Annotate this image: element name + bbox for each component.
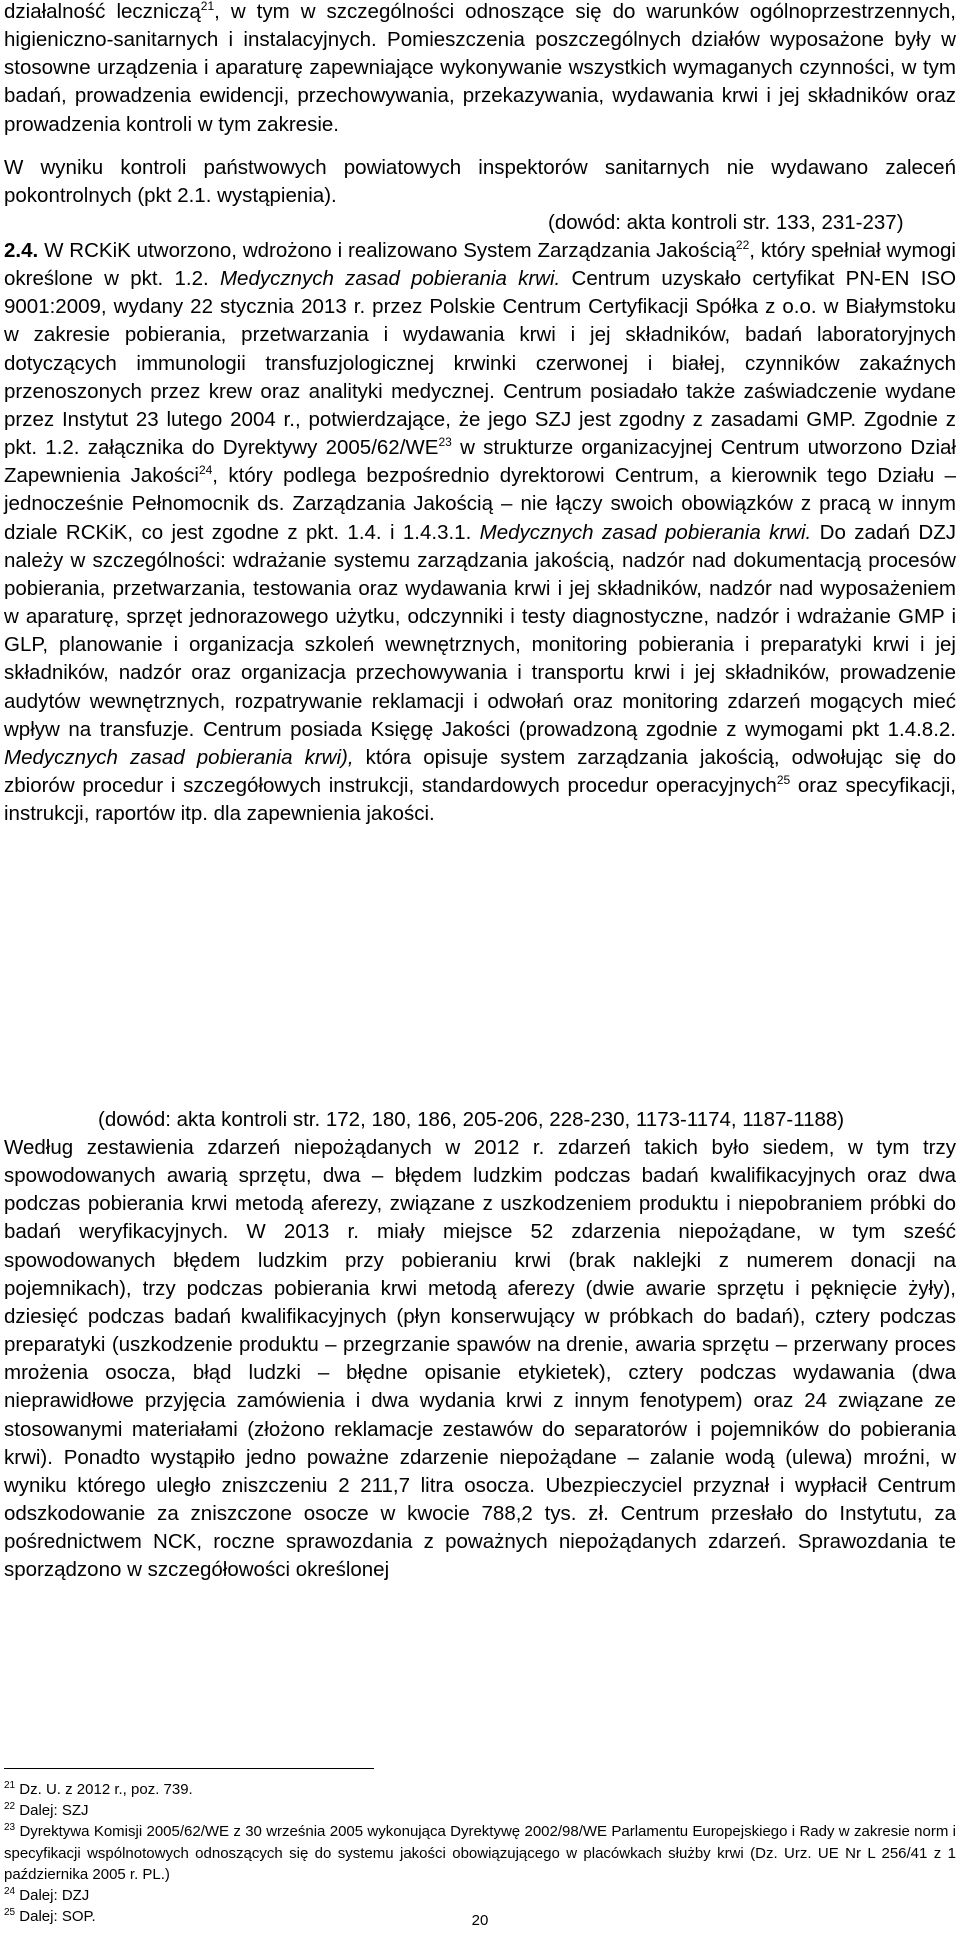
footnote-ref-22[interactable]: 22 xyxy=(735,238,750,252)
quality-italic-1: Medycznych zasad pobierania krwi. xyxy=(219,267,561,291)
footnote-text: Dalej: SZJ xyxy=(19,1802,89,1820)
footnote-ref-25[interactable]: 25 xyxy=(776,772,791,787)
quality-text-g: która opisuje system zarządzania jakością, odwołując się do zbiorów procedur i szczegółowych instrukcji, standardowych procedur operacyjnych xyxy=(4,745,956,797)
paragraph-facilities-text: działalność leczniczą$^{21}$, w tym w szczególności odnoszące się do warunków ogólnoprzestrzennych, higieniczno-sanitarnych i instalacyjnych. Pomieszczenia poszczególnych działów wyposażone były w stosowne urządzenia i aparaturę zapewniające wykonywanie wszystkich wymaganych czynności, w tym badań, prowadzenia ewidencji, przechowywania, przekazywania, wydawania krwi i jej składników oraz prowadzenia kontroli w tym zakresie. xyxy=(4,0,956,136)
section-number: 2.4. xyxy=(4,239,39,262)
footnote-number: 22 xyxy=(4,1801,16,1813)
footnote-ref-23[interactable]: 23 xyxy=(438,435,452,450)
paragraph-adverse-events xyxy=(4,1134,956,1585)
paragraph-adverse-events-text: Według zestawienia zdarzeń niepożądanych w 2012 r. zdarzeń takich było siedem, w tym trzy spowodowanych awarią sprzętu, dwa – błędem ludzkim podczas badań kwalifikacyjnych oraz dwa podczas pobierania krwi metodą aferezy, związane z uszkodzeniem produktu i niepobraniem próbki do badań weryfikacyjnych. W 2013 r. miały miejsce 52 zdarzenia niepożądane, w tym sześć spowodowanych błędem ludzkim przy pobieraniu krwi (brak naklejki z numerem donacji na pojemnikach), trzy podczas pobierania krwi metodą aferezy (dwie awarie sprzętu i pęknięcie żyły), dziesięć podczas badań kwalifikacyjnych (płyn konserwujący w próbkach do badań), cztery podczas preparatyki (uszkodzenie produktu – przegrzanie spawów na drenie, awaria sprzętu – przerwany proces mrożenia osocza, błąd ludzki – błędne opisanie etykietek), cztery podczas wydawania (dwa nieprawidłowe przyjęcia zamówienia i dwa wydania krwi z innym fenotypem) oraz 24 związane ze stosowanymi materiałami (złożono reklamacje zestawów do separatorów i pojemników do pobierania krwi). Ponadto wystąpiło jedno poważne zdarzenie niepożądane – zalanie wodą (ulewa) mroźni, w wyniku którego uległo zniszczeniu 2 211,7 litra osocza. Ubezpieczyciel przyznał i wypłacił Centrum odszkodowanie za zniszczone osocze w kwocie 788,2 tys. zł. Centrum przesłało do Instytutu, za pośrednictwem NCK, roczne sprawozdania z poważnych niepożądanych zdarzeń. Sprawozdania te sporządzono w szczegółowości określonej xyxy=(4,1136,956,1582)
quality-italic-2: Medycznych zasad pobierania krwi. xyxy=(479,520,812,544)
footnote xyxy=(4,1800,956,1821)
quality-italic-3: Medycznych zasad pobierania krwi), xyxy=(4,745,354,769)
footnote-number: 21 xyxy=(4,1780,16,1791)
quality-text-b: , który spełniał wymogi określone w pkt. 1.2. xyxy=(4,239,956,291)
paragraph-facilities xyxy=(4,0,956,139)
page-number: 20 xyxy=(471,1912,489,1929)
footnote-ref-24[interactable]: 24 xyxy=(198,463,213,478)
footnote-number: 24 xyxy=(4,1886,16,1898)
quality-text-h: oraz specyfikacji, instrukcji, raportów itp. dla zapewnienia jakości. xyxy=(4,773,956,826)
footnotes xyxy=(4,1779,956,1927)
proof-reference-1 xyxy=(548,209,904,237)
footnote xyxy=(4,1821,956,1885)
footnote xyxy=(4,1779,956,1800)
quality-text-a: W RCKiK utworzono, wdrożono i realizowano System Zarządzania Jakością xyxy=(44,239,736,262)
footnote-text: Dyrektywa Komisji 2005/62/WE z 30 września 2005 wykonująca Dyrektywę 2002/98/WE Parlamentu Europejskiego i Rady w zakresie norm i specyfikacji wspólnotowych odnoszących się do systemu jakości obowiązującego w placówkach służby krwi (Dz. Urz. UE Nr L 256/41 z 1 października 2005 r. PL.) xyxy=(4,1823,957,1883)
quality-text-e: , który podlega bezpośrednio dyrektorowi Centrum, a kierownik tego Działu – jednocześnie Pełnomocnik ds. Zarządzania Jakością – nie łączy swoich obowiązków z pracą w innym dziale RCKiK, co jest zgodne z pkt. 1.4. i 1.4.3.1. xyxy=(4,464,956,544)
paragraph-quality-system xyxy=(4,237,956,828)
proof-reference-1-text: (dowód: akta kontroli str. 133, 231-237) xyxy=(548,211,904,234)
proof-reference-2 xyxy=(98,1106,844,1134)
paragraph-sanitary-inspection-text: W wyniku kontroli państwowych powiatowych inspektorów sanitarnych nie wydawano zaleceń pokontrolnych (pkt 2.1. wystąpienia). xyxy=(4,156,956,208)
proof-reference-2-text: (dowód: akta kontroli str. 172, 180, 186, 205-206, 228-230, 1173-1174, 1187-1188) xyxy=(98,1108,845,1131)
footnote-text: Dalej: SOP. xyxy=(19,1908,96,1926)
footnote-ref-21[interactable]: 21 xyxy=(200,0,215,13)
footnote xyxy=(4,1885,956,1906)
footnote-number: 25 xyxy=(4,1907,16,1919)
footnote-separator xyxy=(4,1768,374,1769)
quality-text-d: w strukturze organizacyjnej Centrum utworzono Dział Zapewnienia Jakości xyxy=(4,436,956,488)
footnote-text: Dz. U. z 2012 r., poz. 739. xyxy=(19,1781,193,1798)
paragraph-sanitary-inspection xyxy=(4,154,956,210)
quality-text-f: Do zadań DZJ należy w szczególności: wdrażanie systemu zarządzania jakością, nadzór nad dokumentacją procesów pobierania, przetwarzania, testowania oraz wydawania krwi i jej składników, nadzór nad wyposażeniem w aparaturę, sprzęt jednorazowego użytku, odczynniki i testy diagnostyczne, nadzór i wdrażanie GMP i GLP, planowanie i organizacja szkoleń wewnętrznych, monitoring pobierania i preparatyki krwi i jej składników, nadzór oraz organizacja przechowywania i transportu krwi i jej składników, prowadzenie audytów wewnętrznych, rozpatrywanie reklamacji i odwołań oraz monitoring zdarzeń mogących mieć wpływ na transfuzje. Centrum posiada Księgę Jakości (prowadzoną zgodnie z wymogami pkt 1.4.8.2. xyxy=(4,520,957,741)
quality-text-c: Centrum uzyskało certyfikat PN-EN ISO 9001:2009, wydany 22 stycznia 2013 r. przez Polskie Centrum Certyfikacji Spółka z o.o. w Białymstoku w zakresie pobierania, przetwarzania i wydawania krwi i jej składników, badań laboratoryjnych dotyczących immunologii transfuzjologicznej krwinki czerwonej i białej, czynników zakaźnych przenoszonych przez krew oraz analityki medycznej. Centrum posiadało także zaświadczenie wydane przez Instytut 23 lutego 2004 r., potwierdzające, że jego SZJ jest zgodny z zasadami GMP. Zgodnie z pkt. 1.2. załącznika do Dyrektywy 2005/62/WE xyxy=(4,267,957,460)
footnote-text: Dalej: DZJ xyxy=(19,1887,90,1905)
footnote-number: 23 xyxy=(4,1822,16,1834)
